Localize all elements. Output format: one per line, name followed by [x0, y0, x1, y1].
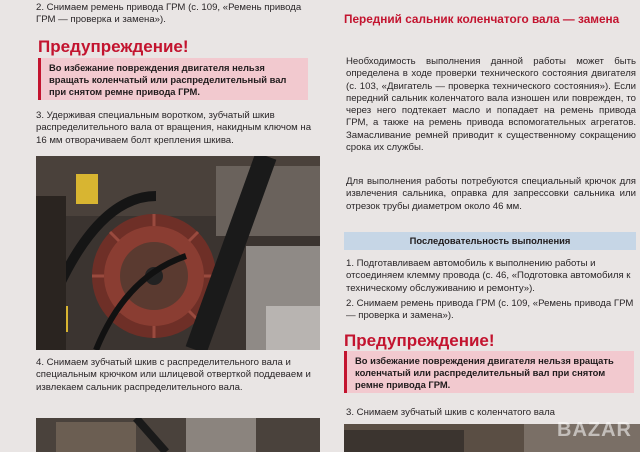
- engine-illustration-bottom: [36, 418, 320, 452]
- left-step-4: 4. Снимаем зубчатый шкив с распределительного вала и специальным крючком или шлицевой отверткой поддеваем и извлекаем сальник распределительного вала.: [36, 357, 311, 393]
- right-warning-title: Предупреждение!: [344, 331, 495, 350]
- right-step-2: 2. Снимаем ремень привода ГРМ (с. 109, «Ремень привода ГРМ — проверка и замена»).: [346, 298, 634, 322]
- left-step-2: 2. Снимаем ремень привода ГРМ (с. 109, «Ремень привода ГРМ — проверка и замена»).: [36, 2, 302, 26]
- right-warning-box: Во избежание повреждения двигателя нельзя вращать коленчатый или распределительный вал при снятом ремне привода ГРМ.: [344, 351, 634, 393]
- sequence-header: Последовательность выполнения: [344, 232, 636, 250]
- intro-paragraph: Необходимость выполнения данной работы может быть определена в ходе проверки технического состояния двигателя (с. 103, «Двигатель — проверка технического состояния»). Если передний сальник коленчатого вала изношен или поврежден, то через него подтекает масло и попадает на ремень привода ГРМ, а также на ремень привода вспомогательных агрегатов. Замасливание ремней приводит к существенному сокращению срока их службы.: [346, 56, 636, 154]
- engine-illustration: [36, 156, 320, 350]
- left-warning-title: Предупреждение!: [38, 37, 189, 56]
- watermark-logo: BAZAR: [557, 419, 632, 441]
- camshaft-pulley-photo: [36, 156, 320, 350]
- right-step-1: 1. Подготавливаем автомобиль к выполнению работы и отсоединяем клемму провода (с. 46, «Подготовка автомобиля к техническому обслуживанию и ремонту»).: [346, 258, 631, 294]
- bottom-left-photo: [36, 418, 320, 452]
- right-column: [336, 0, 640, 452]
- left-step-3: 3. Удерживая специальным воротком, зубчатый шкив распределительного вала от вращения, накидным ключом на 16 мм отворачиваем болт крепления шкива.: [36, 110, 312, 146]
- section-title: Передний сальник коленчатого вала — замена: [344, 12, 620, 26]
- tools-paragraph: Для выполнения работы потребуются специальный крючок для извлечения сальника, оправка для запрессовки сальника или отрезок трубы диаметром около 46 мм.: [346, 176, 636, 212]
- left-warning-box: Во избежание повреждения двигателя нельзя вращать коленчатый или распределительный вал при снятом ремне привода ГРМ.: [38, 58, 308, 100]
- right-step-3: 3. Снимаем зубчатый шкив с коленчатого вала: [346, 407, 556, 418]
